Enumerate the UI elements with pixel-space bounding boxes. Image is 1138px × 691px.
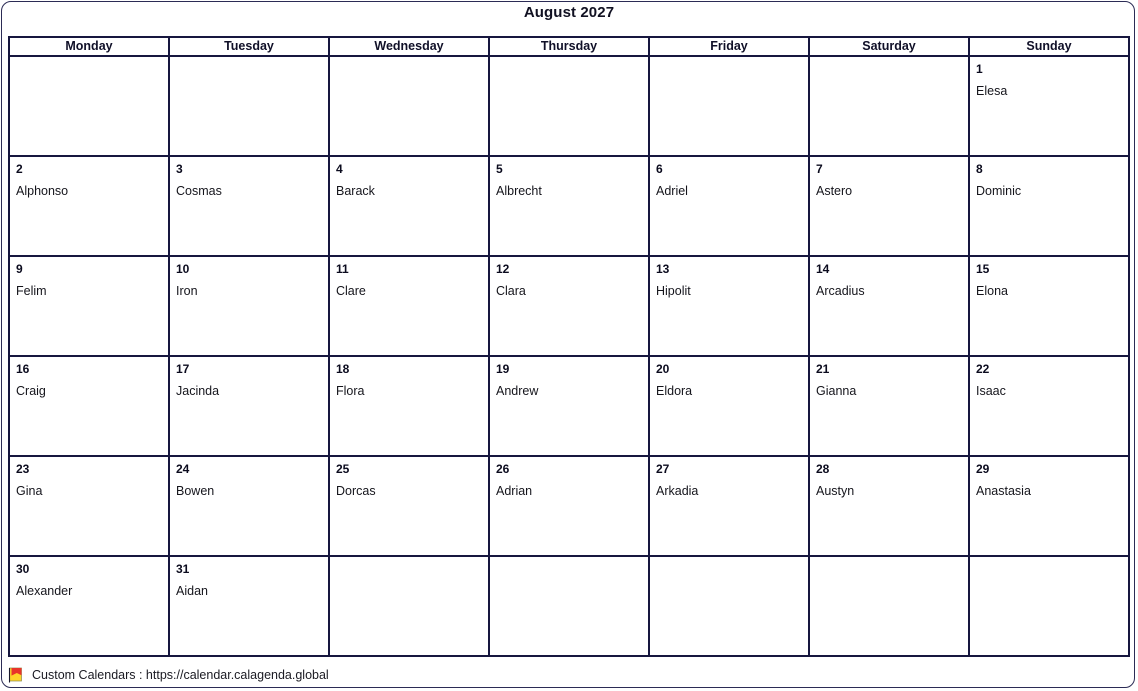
day-number: 10 xyxy=(176,262,190,276)
day-cell[interactable] xyxy=(489,356,649,456)
day-name: Alexander xyxy=(16,584,73,598)
day-number: 21 xyxy=(816,362,830,376)
day-number xyxy=(16,62,168,76)
day-number: 27 xyxy=(656,462,670,476)
day-name: Aidan xyxy=(176,584,208,598)
day-name: Bowen xyxy=(176,484,215,498)
calagenda-flag-icon xyxy=(8,667,25,684)
day-cell[interactable] xyxy=(969,156,1129,256)
day-cell[interactable] xyxy=(169,556,329,656)
calendar-week-row xyxy=(9,156,1129,256)
day-cell[interactable] xyxy=(649,356,809,456)
day-number: 7 xyxy=(816,162,823,176)
day-cell[interactable] xyxy=(969,256,1129,356)
weekday-header-sunday: Sunday xyxy=(969,37,1129,56)
day-cell[interactable] xyxy=(169,456,329,556)
day-number: 12 xyxy=(496,262,510,276)
day-name: Clare xyxy=(336,284,366,298)
day-number: 11 xyxy=(336,262,349,276)
day-cell[interactable] xyxy=(809,456,969,556)
day-cell[interactable] xyxy=(809,156,969,256)
day-number: 25 xyxy=(336,462,350,476)
day-cell[interactable] xyxy=(489,556,649,656)
day-number: 22 xyxy=(976,362,990,376)
day-cell[interactable] xyxy=(649,156,809,256)
day-cell[interactable] xyxy=(489,156,649,256)
day-number: 5 xyxy=(496,162,503,176)
footer-text: Custom Calendars : https://calendar.calagenda.global xyxy=(32,667,329,682)
day-name: Flora xyxy=(336,384,365,398)
day-number: 29 xyxy=(976,462,990,476)
day-cell[interactable] xyxy=(329,356,489,456)
day-number: 13 xyxy=(656,262,670,276)
day-number: 1 xyxy=(976,62,983,76)
day-number: 20 xyxy=(656,362,670,376)
day-number: 6 xyxy=(656,162,663,176)
day-name: Cosmas xyxy=(176,184,222,198)
day-name: Hipolit xyxy=(656,284,691,298)
day-cell[interactable] xyxy=(649,56,809,156)
weekday-header-friday: Friday xyxy=(649,37,809,56)
weekday-header-saturday: Saturday xyxy=(809,37,969,56)
day-cell[interactable] xyxy=(169,256,329,356)
day-number xyxy=(336,562,488,576)
day-name: Elona xyxy=(976,284,1008,298)
day-cell[interactable] xyxy=(329,556,489,656)
day-number: 8 xyxy=(976,162,983,176)
day-name: Albrecht xyxy=(496,184,542,198)
day-name: Astero xyxy=(816,184,853,198)
day-name: Craig xyxy=(16,384,46,398)
footer xyxy=(8,664,329,686)
calendar-grid-container xyxy=(8,36,1130,656)
day-cell[interactable] xyxy=(9,156,169,256)
day-name: Austyn xyxy=(816,484,855,498)
day-cell[interactable] xyxy=(489,56,649,156)
calendar-week-row xyxy=(9,356,1129,456)
day-cell[interactable] xyxy=(969,356,1129,456)
day-number: 31 xyxy=(176,562,190,576)
day-name: Clara xyxy=(496,284,526,298)
day-number: 9 xyxy=(16,262,23,276)
day-name: Jacinda xyxy=(176,384,220,398)
weekday-header-thursday: Thursday xyxy=(489,37,649,56)
day-number xyxy=(976,562,1128,576)
day-name: Isaac xyxy=(976,384,1006,398)
day-cell[interactable] xyxy=(169,356,329,456)
day-cell[interactable] xyxy=(329,156,489,256)
day-number: 2 xyxy=(16,162,23,176)
weekday-header-wednesday: Wednesday xyxy=(329,37,489,56)
day-number xyxy=(656,562,808,576)
day-number: 16 xyxy=(16,362,30,376)
day-number xyxy=(496,562,648,576)
day-name: Gianna xyxy=(816,384,857,398)
day-number xyxy=(816,62,968,76)
day-number: 14 xyxy=(816,262,830,276)
day-number: 3 xyxy=(176,162,183,176)
day-cell[interactable] xyxy=(809,356,969,456)
day-cell[interactable] xyxy=(489,456,649,556)
day-number: 23 xyxy=(16,462,30,476)
day-cell[interactable] xyxy=(969,556,1129,656)
day-name: Elesa xyxy=(976,84,1008,98)
day-cell[interactable] xyxy=(9,456,169,556)
day-cell[interactable] xyxy=(329,456,489,556)
day-name: Felim xyxy=(16,284,47,298)
day-name: Adriel xyxy=(656,184,688,198)
day-number: 28 xyxy=(816,462,830,476)
day-number xyxy=(496,62,648,76)
day-number: 18 xyxy=(336,362,350,376)
calendar-week-row xyxy=(9,556,1129,656)
day-cell[interactable] xyxy=(169,56,329,156)
calendar-table xyxy=(8,36,1130,657)
day-name: Barack xyxy=(336,184,375,198)
day-name: Arkadia xyxy=(656,484,699,498)
day-cell[interactable] xyxy=(9,56,169,156)
weekday-header-monday: Monday xyxy=(9,37,169,56)
calendar-week-row xyxy=(9,256,1129,356)
day-cell[interactable] xyxy=(649,556,809,656)
day-name: Dominic xyxy=(976,184,1022,198)
day-cell[interactable] xyxy=(169,156,329,256)
day-number xyxy=(176,62,328,76)
day-name: Gina xyxy=(16,484,43,498)
calendar-body xyxy=(9,56,1129,656)
day-number: 30 xyxy=(16,562,30,576)
day-number xyxy=(336,62,488,76)
day-cell[interactable] xyxy=(649,456,809,556)
day-name: Anastasia xyxy=(976,484,1031,498)
day-number: 24 xyxy=(176,462,190,476)
day-cell[interactable] xyxy=(809,256,969,356)
weekday-header-row xyxy=(9,37,1129,56)
day-cell[interactable] xyxy=(809,56,969,156)
day-cell[interactable] xyxy=(969,456,1129,556)
day-cell[interactable] xyxy=(9,356,169,456)
day-number: 26 xyxy=(496,462,510,476)
day-cell[interactable] xyxy=(9,256,169,356)
day-cell[interactable] xyxy=(329,256,489,356)
day-number: 15 xyxy=(976,262,990,276)
day-cell[interactable] xyxy=(489,256,649,356)
day-name: Andrew xyxy=(496,384,539,398)
page-title: August 2027 xyxy=(523,4,615,21)
day-cell[interactable] xyxy=(809,556,969,656)
calendar-week-row xyxy=(9,456,1129,556)
day-name: Dorcas xyxy=(336,484,376,498)
day-cell[interactable] xyxy=(649,256,809,356)
day-cell[interactable] xyxy=(969,56,1129,156)
day-cell[interactable] xyxy=(329,56,489,156)
day-name: Arcadius xyxy=(816,284,865,298)
day-number: 17 xyxy=(176,362,190,376)
day-name: Alphonso xyxy=(16,184,69,198)
calendar-week-row xyxy=(9,56,1129,156)
day-number: 19 xyxy=(496,362,510,376)
day-number: 4 xyxy=(336,162,343,176)
day-name: Eldora xyxy=(656,384,693,398)
day-cell[interactable] xyxy=(9,556,169,656)
day-name: Adrian xyxy=(496,484,533,498)
weekday-header-tuesday: Tuesday xyxy=(169,37,329,56)
day-name: Iron xyxy=(176,284,198,298)
day-number xyxy=(656,62,808,76)
day-number xyxy=(816,562,968,576)
